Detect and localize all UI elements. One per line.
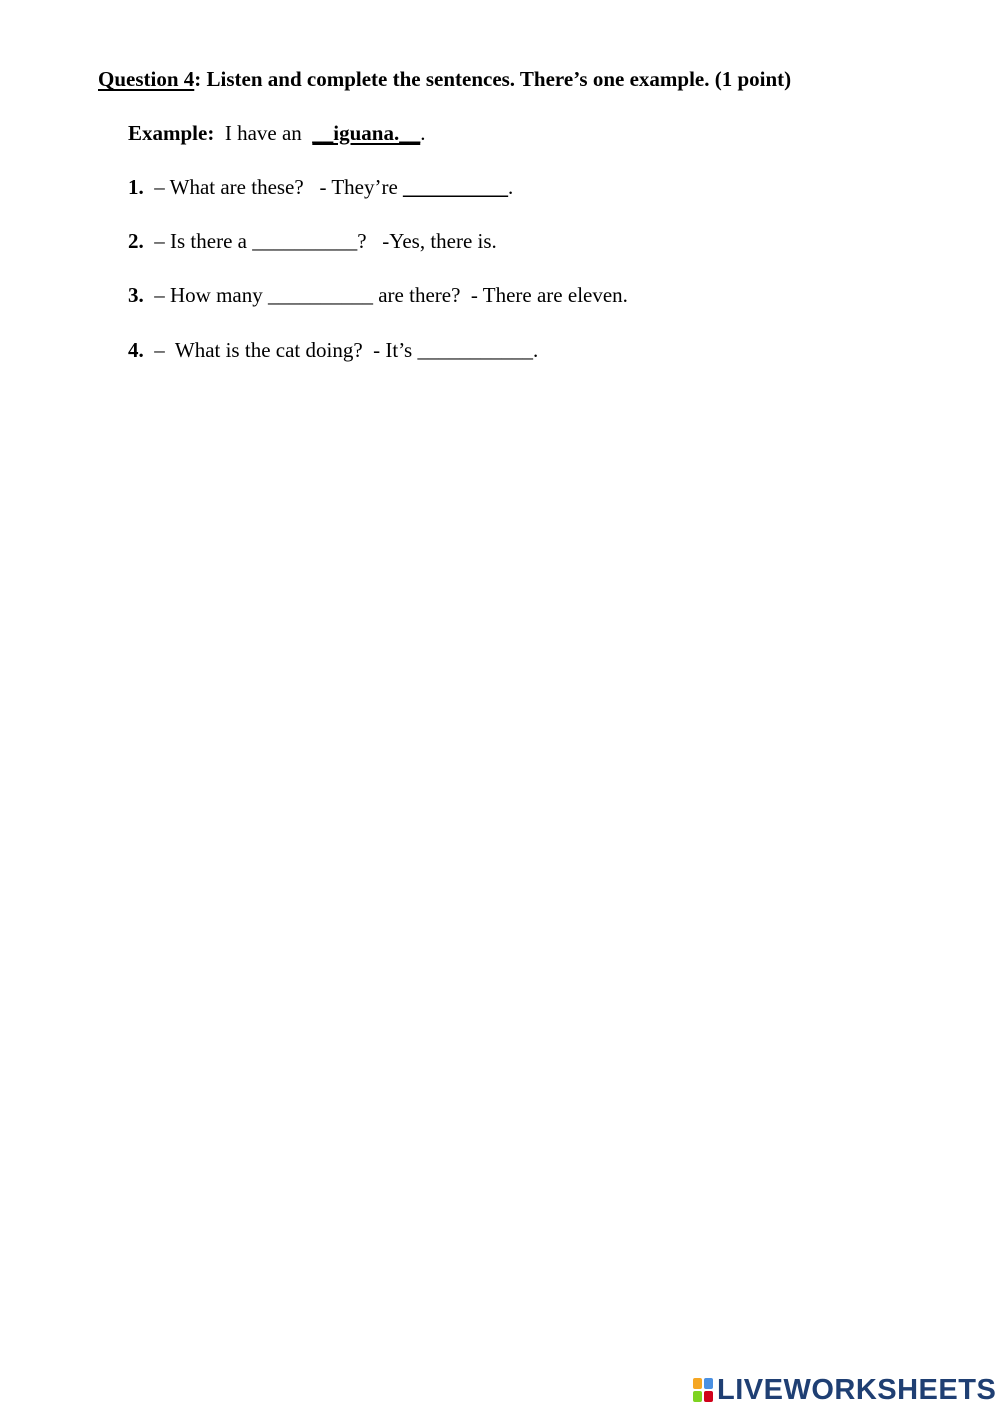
logo-square-4	[704, 1391, 713, 1402]
logo-text: LIVEWORKSHEETS	[717, 1373, 997, 1406]
item-text[interactable]: – What is the cat doing? - It’s ___________.	[143, 338, 539, 362]
liveworksheets-logo	[692, 1373, 996, 1407]
item-number: 1.	[128, 175, 144, 199]
item-text-after: .	[508, 175, 514, 199]
example-sentence	[128, 120, 426, 146]
logo-square-1	[693, 1378, 702, 1389]
item-number: 4.	[128, 338, 144, 362]
item-number: 3.	[128, 283, 144, 307]
example-suffix: .	[420, 121, 426, 145]
example-label: Example:	[128, 121, 215, 145]
item-text-before: – What are these? - They’re	[143, 175, 404, 199]
question-item-3	[128, 282, 628, 308]
example-answer: __iguana.__	[312, 121, 421, 145]
logo-square-3	[693, 1391, 702, 1402]
question-instruction: : Listen and complete the sentences. There’s one example. (1 point)	[194, 67, 792, 91]
item-number: 2.	[128, 229, 144, 253]
item-text[interactable]: – How many __________ are there? - There are eleven.	[143, 283, 628, 307]
question-label: Question 4	[98, 67, 195, 91]
example-prefix: I have an	[214, 121, 313, 145]
answer-blank-1[interactable]: __________	[403, 175, 509, 199]
question-item-4	[128, 337, 538, 363]
logo-mark-icon	[692, 1377, 714, 1403]
question-item-2	[128, 228, 497, 254]
item-text[interactable]: – Is there a __________? -Yes, there is.	[143, 229, 497, 253]
question-item-1	[128, 174, 513, 200]
question-title	[98, 66, 791, 92]
logo-square-2	[704, 1378, 713, 1389]
